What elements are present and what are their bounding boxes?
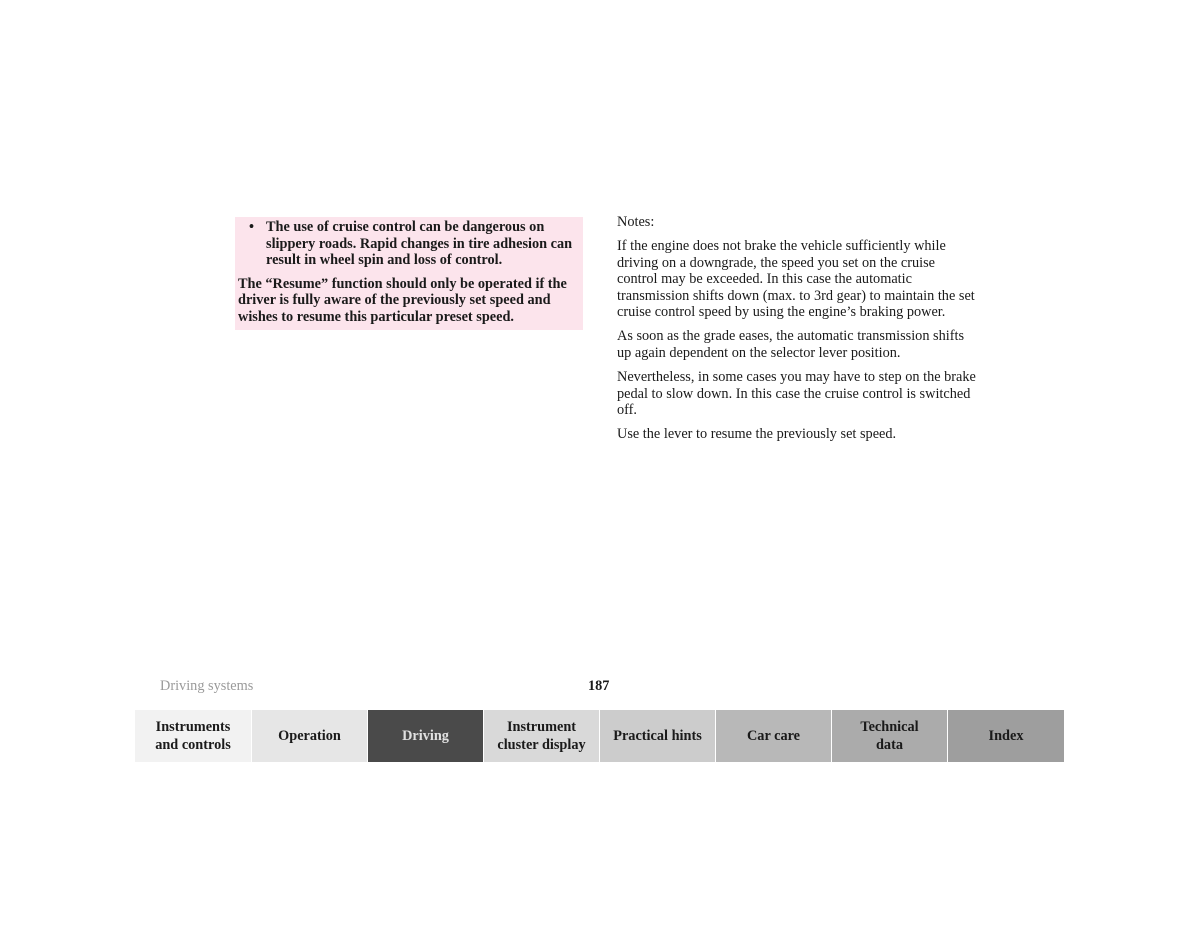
nav-tab-label: Technical data: [860, 719, 919, 753]
nav-tab-index[interactable]: [948, 710, 1064, 762]
warning-box: [235, 217, 583, 330]
nav-tab-instrument-cluster-display[interactable]: [484, 710, 600, 762]
nav-tab-operation[interactable]: [252, 710, 368, 762]
section-name: Driving systems: [160, 678, 254, 694]
notes-paragraph: As soon as the grade eases, the automatic transmission shifts up again dependent on the selector lever position.: [617, 328, 965, 361]
nav-tab-label: Instrument cluster display: [497, 719, 586, 753]
nav-tab-label: Instruments and controls: [155, 719, 231, 753]
nav-tab-instruments-and-controls[interactable]: [135, 710, 252, 762]
warning-paragraph: The “Resume” function should only be operated if the driver is fully aware of the previously set speed and wishes to resume this particular preset speed.: [238, 275, 567, 325]
nav-tab-label: Operation: [278, 728, 341, 744]
notes-paragraph: Use the lever to resume the previously set speed.: [617, 426, 897, 443]
page-number: 187: [588, 678, 610, 694]
nav-tab-practical-hints[interactable]: [600, 710, 716, 762]
notes-heading: Notes:: [617, 214, 655, 230]
notes-paragraph: If the engine does not brake the vehicle sufficiently while driving on a downgrade, the speed you set on the cruise control may be exceeded. In this case the automatic transmission shifts down (max. to 3rd gear) to maintain the set cruise control speed by using the engine’s braking power.: [617, 237, 975, 321]
nav-tab-label: Index: [988, 728, 1024, 744]
bullet-marker: •: [249, 219, 255, 235]
nav-tab-label: Practical hints: [613, 728, 702, 744]
warning-bullet-text: The use of cruise control can be dangerous on slippery roads. Rapid changes in tire adhesion can result in wheel spin and loss of control.: [266, 219, 573, 269]
notes-column: [617, 214, 977, 450]
nav-tab-label: Driving: [402, 728, 449, 744]
nav-tab-driving[interactable]: [368, 710, 484, 762]
nav-tab-car-care[interactable]: [716, 710, 832, 762]
nav-tab-label: Car care: [746, 728, 801, 744]
notes-paragraph: Nevertheless, in some cases you may have to step on the brake pedal to slow down. In this case the cruise control is switched off.: [617, 368, 976, 419]
warning-bullet-item: [238, 219, 580, 269]
chapter-nav-bar: [135, 710, 1064, 762]
nav-tab-technical-data[interactable]: [832, 710, 948, 762]
